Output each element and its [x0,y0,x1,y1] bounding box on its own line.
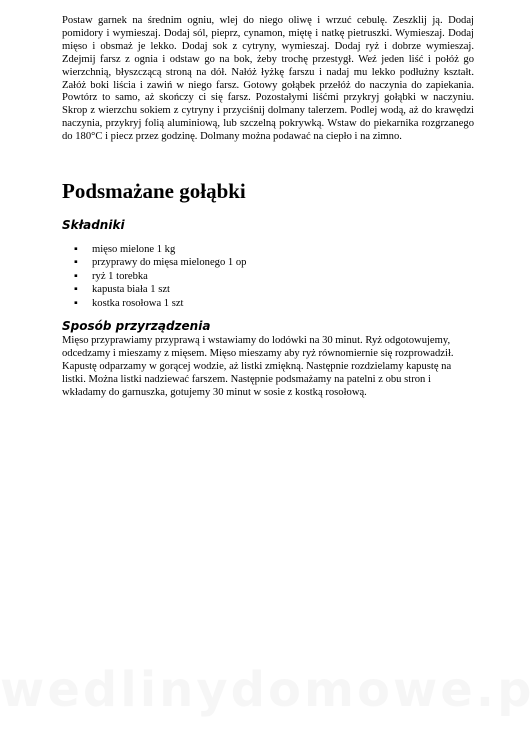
ingredients-list [62,243,246,310]
square-bullet-icon: ▪ [74,257,78,269]
site-watermark [0,662,530,718]
list-item [62,270,246,283]
square-bullet-icon: ▪ [74,270,78,282]
list-item [62,243,246,256]
intro-paragraph: Postaw garnek na średnim ogniu, wlej do niego oliwę i wrzuć cebulę. Zeszklij ją. Dodaj pomidory i wymieszaj. Dodaj sól, pieprz, cynamon, miętę i natkę pietruszki. Wymieszaj. Dodaj mięso i obsmaż je lekko. Dodaj sok z cytryny, wymieszaj. Dodaj ryż i dobrze wymieszaj. Zdejmij farsz z ognia i odstaw go na bok, żeby trochę przestygł. Weź jeden liść i połóż go wierzchnią, błyszczącą stroną na dół. Nałóż łyżkę farszu i nadaj mu lekko podłużny kształt. Załóż boki liścia i zawiń w niego farsz. Gotowy gołąbek przełóż do naczynia do zapiekania. Powtórz to samo, aż skończy ci się farsz. Pozostałymi liśćmi przykryj gołąbki w naczyniu. Skrop z wierzchu sokiem z cytryny i przyciśnij dolmany talerzem. Podlej wodą, aż do krawędzi naczynia, przykryj folią aluminiową, lub szczelną pokrywką. Wstaw do piekarnika rozgrzanego do 180°C i piecz przez godzinę. Dolmany można podawać na ciepło i na zimno. [62,15,474,143]
list-item [62,297,246,310]
ingredient-text: kapusta biała 1 szt [92,284,170,296]
ingredient-text: mięso mielone 1 kg [92,244,176,255]
ingredient-text: kostka rosołowa 1 szt [92,297,184,309]
ingredients-heading: Składniki [62,218,125,232]
ingredient-text: ryż 1 torebka [92,270,148,282]
ingredient-text: przyprawy do mięsa mielonego 1 op [92,257,247,269]
square-bullet-icon: ▪ [74,284,78,296]
square-bullet-icon: ▪ [74,244,78,255]
list-item [62,283,246,296]
recipe-title: Podsmażane gołąbki [62,179,246,203]
square-bullet-icon: ▪ [74,297,78,309]
method-paragraph: Mięso przyprawiamy przyprawą i wstawiamy do lodówki na 30 minut. Ryż odgotowujemy, odcedzamy i mieszamy z mięsem. Mięso mieszamy aby ryż równomiernie się rozprowadził. Kapustę odparzamy w gorącej wodzie, aż listki zmiękną. Następnie rozdzielamy kapustę na listki. Można listki nadziewać farszem. Następnie podsmażamy na patelni z obu stron i wkładamy do garnuszka, gotujemy 30 minut w sosie z kostką rosołową. [62,335,454,398]
list-item [62,256,246,269]
method-heading: Sposób przyrządzenia [62,319,211,333]
